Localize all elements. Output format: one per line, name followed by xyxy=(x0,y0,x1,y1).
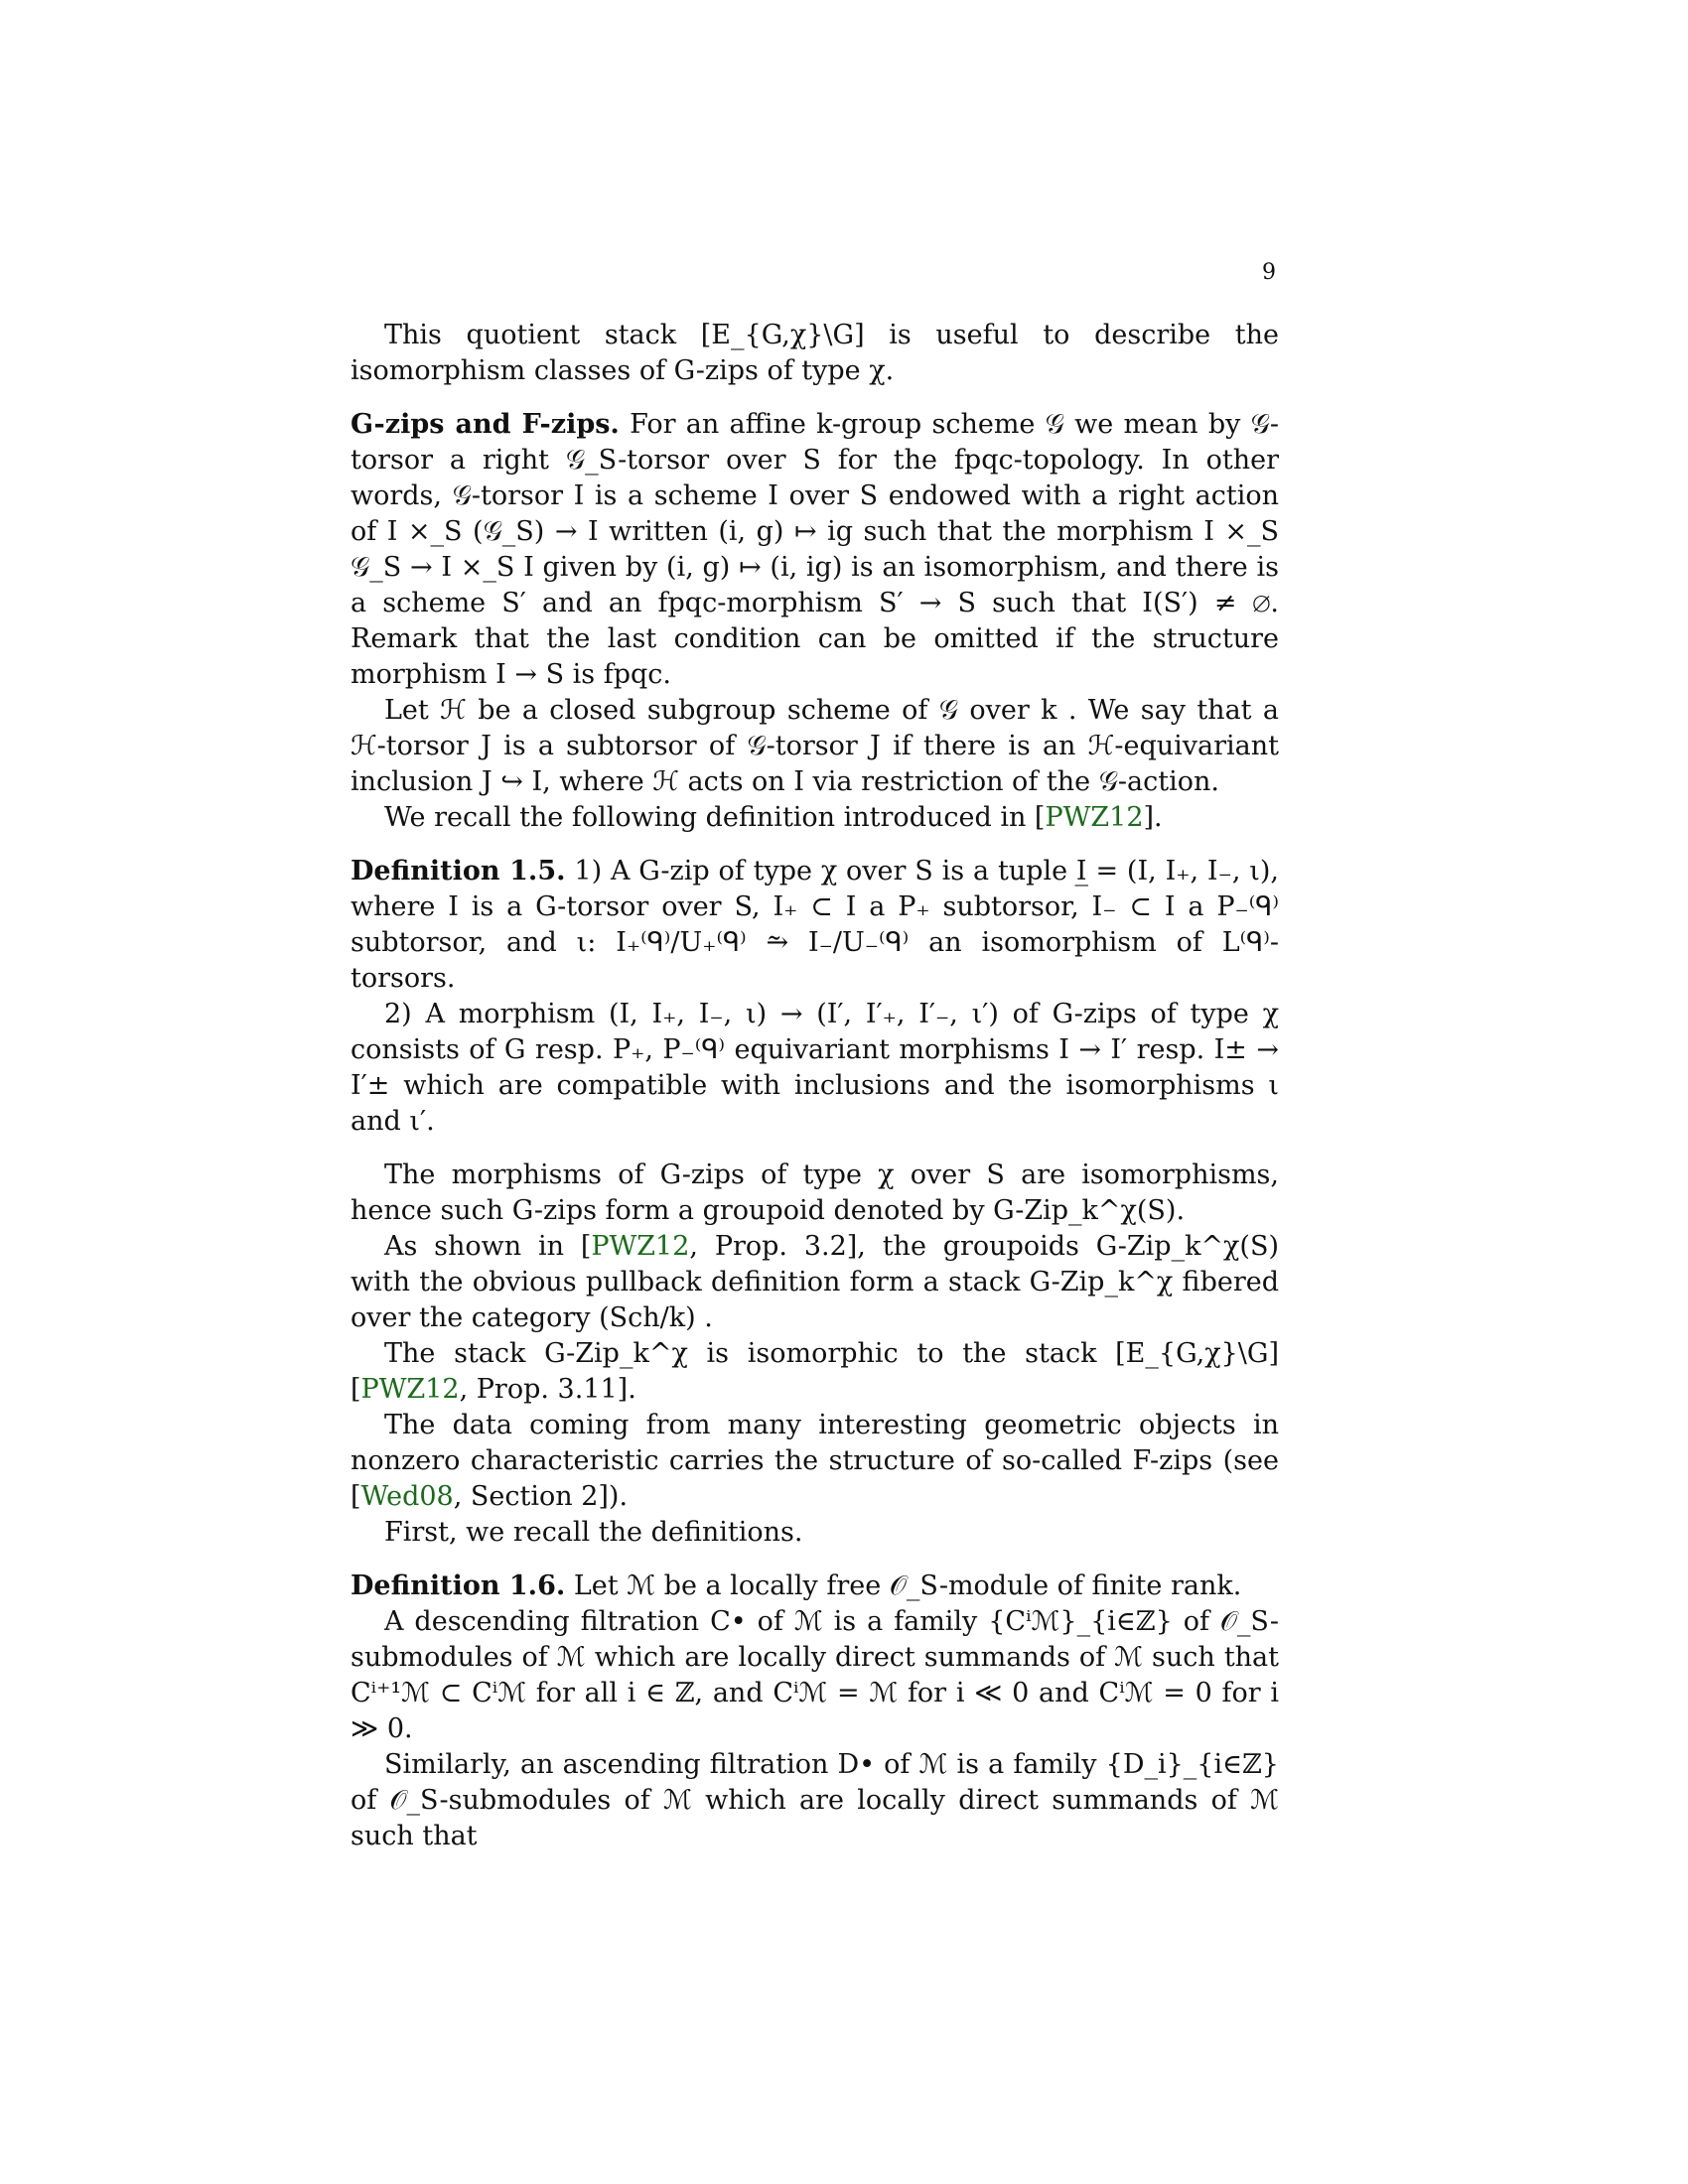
citation-link[interactable]: PWZ12 xyxy=(360,1374,460,1405)
page-number: 9 xyxy=(1262,260,1276,285)
definition-1-6 xyxy=(351,1569,1279,1604)
paragraph-text: For an affine k-group scheme 𝒢 we mean by 𝒢-torsor a right 𝒢_S-torsor over S for the fpqc-topology. In other words, 𝒢-torsor I is a scheme I over S endowed with a right action of I ×_S (𝒢_S) → I written (i, g) ↦ ig such that the morphism I ×_S 𝒢_S → I ×_S I given by (i, g) ↦ (i, ig) is an isomorphism, and there is a scheme S′ and an fpqc-morphism S′ → S such that I(S′) ≠ ∅. Remark that the last condition can be omitted if the structure morphism I → S is fpqc. xyxy=(351,409,1279,690)
text-fragment: As shown in [ xyxy=(384,1231,592,1262)
paragraph-groupoid: The morphisms of G-zips of type χ over S are isomorphisms, hence such G-zips form a groupoid denoted by G-Zip_k^χ(S). xyxy=(351,1160,1279,1226)
text-fragment: The data coming from many interesting geometric objects in nonzero characteristic carries the structure of so-called F-zips (see [ xyxy=(351,1410,1279,1512)
paragraph-quotient-stack: This quotient stack [E_{G,χ}\G] is useful to describe the isomorphism classes of G-zips of type χ. xyxy=(351,320,1279,386)
paragraph-stack-isomorphic xyxy=(351,1336,1279,1408)
text-fragment: , Prop. 3.2], the groupoids G-Zip_k^χ(S) with the obvious pullback definition form a stack G-Zip_k^χ fibered over the category (Sch/k) . xyxy=(351,1231,1279,1333)
paragraph-recall-definition xyxy=(351,800,1279,836)
text-fragment: The stack G-Zip_k^χ is isomorphic to the stack [E_{G,χ}\G] [ xyxy=(351,1338,1279,1405)
paragraph-first-recall: First, we recall the definitions. xyxy=(384,1517,803,1548)
paragraph-stack-fibered xyxy=(351,1229,1279,1336)
paragraph-gzips-fzips xyxy=(351,407,1279,693)
definition-1-5 xyxy=(351,854,1279,997)
citation-link[interactable]: PWZ12 xyxy=(591,1231,690,1262)
paragraph-subtorsor: Let ℋ be a closed subgroup scheme of 𝒢 over k . We say that a ℋ-torsor J is a subtorsor of 𝒢-torsor J if there is an ℋ-equivariant inclusion J ↪ I, where ℋ acts on I via restriction of the 𝒢-action. xyxy=(351,695,1279,797)
text-fragment: , Section 2]). xyxy=(453,1481,629,1512)
definition-heading: Definition 1.6. xyxy=(351,1570,566,1601)
text-fragment: We recall the following definition introduced in [ xyxy=(384,802,1046,833)
definition-text: 1) A G-zip of type χ over S is a tuple I̲ = (I, I₊, I₋, ι), where I is a G-torsor over S, I₊ ⊂ I a P₊ subtorsor, I₋ ⊂ I a P₋⁽ᑫ⁾ subtorsor, and ι: I₊⁽ᑫ⁾/U₊⁽ᑫ⁾ ⥲ I₋/U₋⁽ᑫ⁾ an isomorphism of L⁽ᑫ⁾-torsors. xyxy=(351,856,1279,994)
paragraph-descending-filtration: A descending filtration C• of ℳ is a family {Cⁱℳ}_{i∈ℤ} of 𝒪_S-submodules of ℳ which are locally direct summands of ℳ such that Cⁱ⁺¹ℳ ⊂ Cⁱℳ for all i ∈ ℤ, and Cⁱℳ = ℳ for i ≪ 0 and Cⁱℳ = 0 for i ≫ 0. xyxy=(351,1606,1279,1744)
definition-text: Let ℳ be a locally free 𝒪_S-module of finite rank. xyxy=(573,1570,1242,1601)
definition-1-5-part-2: 2) A morphism (I, I₊, I₋, ι) → (I′, I′₊, I′₋, ι′) of G-zips of type χ consists of G resp. P₊, P₋⁽ᑫ⁾ equivariant morphisms I → I′ resp. I± → I′± which are compatible with inclusions and the isomorphisms ι and ι′. xyxy=(351,999,1279,1137)
citation-link[interactable]: PWZ12 xyxy=(1045,802,1144,833)
citation-link[interactable]: Wed08 xyxy=(360,1481,454,1512)
paragraph-fzips xyxy=(351,1408,1279,1515)
text-fragment: , Prop. 3.11]. xyxy=(459,1374,636,1405)
text-fragment: ]. xyxy=(1143,802,1163,833)
definition-heading: Definition 1.5. xyxy=(351,856,566,887)
paragraph-ascending-filtration: Similarly, an ascending filtration D• of ℳ is a family {D_i}_{i∈ℤ} of 𝒪_S-submodules of ℳ which are locally direct summands of ℳ such that xyxy=(351,1749,1279,1851)
page-body xyxy=(351,318,1279,1854)
section-heading-gzips: G-zips and F-zips. xyxy=(351,409,620,440)
